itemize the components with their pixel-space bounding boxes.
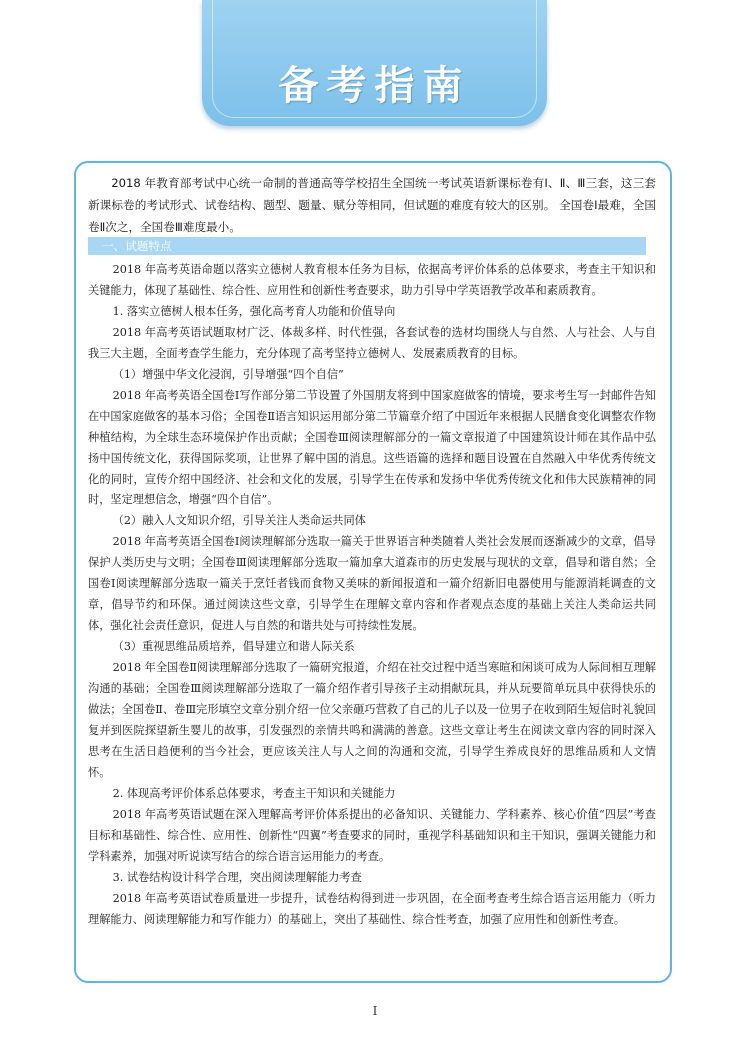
paragraph-1-3: 2018 年全国卷Ⅱ阅读理解部分选取了一篇研究报道，介绍在社交过程中适当寒暄和闲谈可成为人际间相互理解沟通的基础；全国卷Ⅲ阅读理解部分选取了一篇介绍作者引导孩子主动捐献玩具，并从玩要简单玩具中获得快乐的做法；全国卷Ⅱ、卷Ⅲ完形填空文章分别介绍一位父亲砸巧营救了自己的儿子以及一位男子在收到陌生短信时礼貌回复并到医院探望新生婴儿的故事，引发强烈的亲情共鸣和满满的善意。这些文章让考生在阅读文章内容的同时深入思考在生活日趋便利的当今社会，更应该关注人与人之间的沟通和交流，引导学生养成良好的思维品质和人文情怀。 bbox=[88, 661, 656, 779]
intro-paragraph: 2018 年教育部考试中心统一命制的普通高等学校招生全国统一考试英语新课标卷有Ⅰ、Ⅱ、Ⅲ三套，这三套新课标卷的考试形式、试卷结构、题型、题量、赋分等相同，但试题的难度有较大的区别。 全国卷Ⅰ最难，全国卷Ⅱ次之，全国卷Ⅲ难度最小。 bbox=[88, 176, 656, 234]
subheading-3: 3. 试卷结构设计科学合理，突出阅读理解能力考查 bbox=[112, 870, 362, 884]
page-number: I bbox=[372, 1004, 378, 1018]
paragraph-3: 2018 年高考英语试卷质量进一步提升，试卷结构得到进一步巩固，在全面考查考生综合语言运用能力（听力理解能力、阅读理解能力和写作能力）的基础上，突出了基础性、综合性考查，加强了应用性和创新性考查。 bbox=[88, 891, 656, 926]
subheading-1-3: （3）重视思维品质培养，倡导建立和谐人际关系 bbox=[112, 640, 355, 654]
paragraph-2: 2018 年高考英语试题在深入理解高考评价体系提出的必备知识、关键能力、学科素养、核心价值“四层”考查目标和基础性、综合性、应用性、创新性“四翼”考查要求的同时，重视学科基础知识和主干知识，强调关键能力和学科素养，加强对听说读写结合的综合语言运用能力的考查。 bbox=[88, 807, 656, 863]
section-heading-bar bbox=[88, 237, 646, 255]
paragraph-1: 2018 年高考英语试题取材广泛、体裁多样、时代性强，各套试卷的选材均围绕人与自然、人与社会、人与自我三大主题，全面考查学生能力，充分体现了高考坚持立德树人、发展素质教育的目标。 bbox=[88, 325, 656, 360]
subheading-1-1: （1）增强中华文化浸润，引导增强“四个自信” bbox=[112, 367, 344, 381]
subheading-2: 2. 体现高考评价体系总体要求，考查主干知识和关键能力 bbox=[112, 786, 396, 800]
paragraph-1-1: 2018 年高考英语全国卷Ⅰ写作部分第二节设置了外国朋友将到中国家庭做客的情境，要求考生写一封邮件告知在中国家庭做客的基本习俗；全国卷Ⅱ语言知识运用部分第二节篇章介绍了中国近年来根据人民膳食变化调整农作物种植结构，为全球生态环境保护作出贡献；全国卷Ⅲ阅读理解部分的一篇文章报道了中国建筑设计师在其作品中弘扬中国传统文化，获得国际奖项，让世界了解中国的消息。这些语篇的选择和题目设置在自然融入中华优秀传统文化的同时，宣传介绍中国经济、社会和文化的发展，引导学生在传承和发扬中华优秀传统文化和伟大民族精神的同时，坚定理想信念，增强“四个自信”。 bbox=[88, 388, 656, 507]
title-tab bbox=[202, 0, 547, 126]
subheading-1: 1. 落实立德树人根本任务，强化高考育人功能和价值导向 bbox=[112, 304, 396, 318]
body-text bbox=[88, 260, 656, 931]
paragraph-summary: 2018 年高考英语命题以落实立德树人教育根本任务为目标，依据高考评价体系的总体要求，考查主干知识和关键能力，体现了基础性、综合性、应用性和创新性考查要求，助力引导中学英语教学改革和素质教育。 bbox=[88, 263, 656, 297]
page-title: 备考指南 bbox=[278, 63, 471, 109]
subheading-1-2: （2）融入人文知识介绍，引导关注人类命运共同体 bbox=[112, 514, 366, 528]
section-heading: 一、试题特点 bbox=[102, 239, 172, 253]
paragraph-1-2: 2018 年高考英语全国卷Ⅰ阅读理解部分选取一篇关于世界语言种类随着人类社会发展而逐渐减少的文章，倡导保护人类历史与文明；全国卷Ⅲ阅读理解部分选取一篇加拿大道森市的历史发展与现状的文章，倡导和谐自然；全国卷Ⅰ阅读理解部分选取一篇关于烹饪者钱而食物又美味的新闻报道和一篇介绍新旧电器使用与能源消耗调查的文章，倡导节约和环保。通过阅读这些文章，引导学生在理解文章内容和作者观点态度的基础上关注人类命运共同体，强化社会责任意识，促进人与自然的和谐共处与可持续性发展。 bbox=[88, 535, 656, 633]
